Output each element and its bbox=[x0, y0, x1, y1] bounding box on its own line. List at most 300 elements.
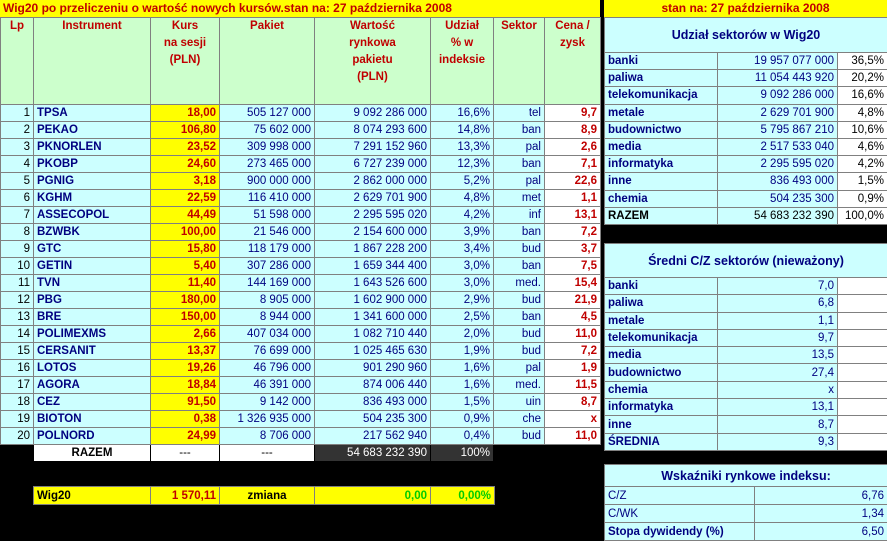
sector-pe-name[interactable]: metale bbox=[605, 312, 718, 329]
cell-name[interactable]: PEKAO bbox=[34, 122, 151, 139]
header-udzial[interactable] bbox=[431, 18, 494, 105]
cell-lp[interactable]: 2 bbox=[1, 122, 34, 139]
cell-udzial[interactable]: 5,2% bbox=[431, 173, 494, 190]
indicator-name[interactable]: Stopa dywidendy (%) bbox=[605, 523, 755, 541]
cell-cz[interactable]: 11,0 bbox=[545, 326, 601, 343]
cell-sektor[interactable]: pal bbox=[494, 360, 545, 377]
cell-name[interactable]: BRE bbox=[34, 309, 151, 326]
cell-cz[interactable]: 8,9 bbox=[545, 122, 601, 139]
sector-pe-value[interactable]: 13,5 bbox=[718, 347, 838, 364]
sector-percent[interactable]: 4,6% bbox=[838, 138, 887, 155]
cell-sektor[interactable]: inf bbox=[494, 207, 545, 224]
cell-cz[interactable]: 3,7 bbox=[545, 241, 601, 258]
cell-name[interactable]: PGNIG bbox=[34, 173, 151, 190]
sector-pe-title: Średni C/Z sektorów (nieważony) bbox=[605, 244, 887, 278]
cell-udzial[interactable]: 14,8% bbox=[431, 122, 494, 139]
sector-name[interactable]: telekomunikacja bbox=[605, 87, 718, 104]
cell-cz[interactable]: 13,1 bbox=[545, 207, 601, 224]
sector-percent[interactable]: 100,0% bbox=[838, 207, 887, 224]
sector-value[interactable]: 504 235 300 bbox=[718, 190, 838, 207]
cell-kurs[interactable]: 22,59 bbox=[151, 190, 220, 207]
header-udzial-line: Udział bbox=[434, 18, 490, 35]
sector-pe-value[interactable]: 1,1 bbox=[718, 312, 838, 329]
cell-lp[interactable]: 3 bbox=[1, 139, 34, 156]
table-row bbox=[1, 258, 601, 275]
cell-wartosc[interactable]: 836 493 000 bbox=[315, 394, 431, 411]
cell-lp[interactable]: 15 bbox=[1, 343, 34, 360]
cell-cz[interactable]: 11,0 bbox=[545, 428, 601, 445]
cell-kurs[interactable]: 106,80 bbox=[151, 122, 220, 139]
cell-pakiet[interactable]: 1 326 935 000 bbox=[220, 411, 315, 428]
sector-pe-name[interactable]: paliwa bbox=[605, 295, 718, 312]
header-kurs[interactable] bbox=[151, 18, 220, 105]
zmiana-percent[interactable]: 0,00% bbox=[431, 487, 495, 505]
table-row bbox=[1, 343, 601, 360]
sector-percent[interactable]: 10,6% bbox=[838, 121, 887, 138]
indicator-value[interactable]: 6,76 bbox=[755, 487, 887, 505]
cell-kurs[interactable]: 0,38 bbox=[151, 411, 220, 428]
cell-cz[interactable]: 11,5 bbox=[545, 377, 601, 394]
cell-kurs[interactable]: 2,66 bbox=[151, 326, 220, 343]
sector-value[interactable]: 5 795 867 210 bbox=[718, 121, 838, 138]
cell-wartosc[interactable]: 1 341 600 000 bbox=[315, 309, 431, 326]
cell-sektor[interactable]: med. bbox=[494, 377, 545, 394]
sector-pe-value[interactable]: 9,7 bbox=[718, 329, 838, 346]
cell-pakiet[interactable]: 76 699 000 bbox=[220, 343, 315, 360]
sector-pe-value[interactable]: 27,4 bbox=[718, 364, 838, 381]
cell-name[interactable]: BIOTON bbox=[34, 411, 151, 428]
sector-pe-empty[interactable] bbox=[838, 295, 887, 312]
sector-pe-row bbox=[605, 381, 887, 398]
cell-sektor[interactable]: pal bbox=[494, 173, 545, 190]
table-row bbox=[1, 105, 601, 122]
razem-row bbox=[1, 445, 601, 462]
table-row bbox=[1, 122, 601, 139]
cell-wartosc[interactable]: 217 562 940 bbox=[315, 428, 431, 445]
cell-udzial[interactable]: 16,6% bbox=[431, 105, 494, 122]
table-row bbox=[1, 309, 601, 326]
sector-pe-name[interactable]: ŚREDNIA bbox=[605, 433, 718, 450]
cell-name[interactable]: POLNORD bbox=[34, 428, 151, 445]
sector-pe-empty[interactable] bbox=[838, 399, 887, 416]
sector-pe-value[interactable]: 9,3 bbox=[718, 433, 838, 450]
cell-sektor[interactable]: met bbox=[494, 190, 545, 207]
sector-share-row bbox=[605, 104, 887, 121]
indicator-row bbox=[605, 505, 887, 523]
cell-kurs[interactable]: 18,84 bbox=[151, 377, 220, 394]
cell-kurs[interactable]: 150,00 bbox=[151, 309, 220, 326]
cell-sektor[interactable]: ban bbox=[494, 258, 545, 275]
cell-name[interactable]: TPSA bbox=[34, 105, 151, 122]
cell-sektor[interactable]: bud bbox=[494, 241, 545, 258]
razem-pakiet[interactable]: --- bbox=[220, 445, 315, 462]
table-row bbox=[1, 275, 601, 292]
cell-name[interactable]: AGORA bbox=[34, 377, 151, 394]
table-row bbox=[1, 156, 601, 173]
cell-udzial[interactable]: 3,4% bbox=[431, 241, 494, 258]
cell-wartosc[interactable]: 504 235 300 bbox=[315, 411, 431, 428]
cell-lp[interactable]: 16 bbox=[1, 360, 34, 377]
cell-kurs[interactable]: 19,26 bbox=[151, 360, 220, 377]
cell-wartosc[interactable]: 1 643 526 600 bbox=[315, 275, 431, 292]
cell-lp[interactable]: 1 bbox=[1, 105, 34, 122]
sector-pe-value[interactable]: x bbox=[718, 381, 838, 398]
cell-sektor[interactable]: bud bbox=[494, 326, 545, 343]
header-cena-zysk[interactable] bbox=[545, 18, 601, 105]
sector-pe-empty[interactable] bbox=[838, 312, 887, 329]
sector-name[interactable]: banki bbox=[605, 53, 718, 70]
cell-pakiet[interactable]: 8 944 000 bbox=[220, 309, 315, 326]
cell-kurs[interactable]: 23,52 bbox=[151, 139, 220, 156]
cell-name[interactable]: CERSANIT bbox=[34, 343, 151, 360]
cell-udzial[interactable]: 0,4% bbox=[431, 428, 494, 445]
cell-lp[interactable]: 10 bbox=[1, 258, 34, 275]
cell-sektor[interactable]: bud bbox=[494, 428, 545, 445]
cell-lp[interactable]: 17 bbox=[1, 377, 34, 394]
cell-lp[interactable]: 7 bbox=[1, 207, 34, 224]
cell-name[interactable]: BZWBK bbox=[34, 224, 151, 241]
cell-wartosc[interactable]: 901 290 960 bbox=[315, 360, 431, 377]
cell-udzial[interactable]: 13,3% bbox=[431, 139, 494, 156]
cell-cz[interactable]: 1,1 bbox=[545, 190, 601, 207]
cell-cz[interactable]: 8,7 bbox=[545, 394, 601, 411]
cell-sektor[interactable]: uin bbox=[494, 394, 545, 411]
sector-pe-empty[interactable] bbox=[838, 364, 887, 381]
table-row bbox=[1, 360, 601, 377]
cell-udzial[interactable]: 4,2% bbox=[431, 207, 494, 224]
cell-pakiet[interactable]: 51 598 000 bbox=[220, 207, 315, 224]
header-wartosc-line: (PLN) bbox=[318, 69, 427, 86]
header-kurs-line: na sesji bbox=[154, 35, 216, 52]
cell-lp[interactable]: 8 bbox=[1, 224, 34, 241]
sector-value[interactable]: 2 629 701 900 bbox=[718, 104, 838, 121]
cell-cz[interactable]: 7,2 bbox=[545, 343, 601, 360]
cell-sektor[interactable]: che bbox=[494, 411, 545, 428]
sector-share-row bbox=[605, 121, 887, 138]
cell-kurs[interactable]: 44,49 bbox=[151, 207, 220, 224]
razem-empty[interactable] bbox=[494, 445, 545, 462]
header-cena-line: zysk bbox=[548, 35, 597, 52]
cell-pakiet[interactable]: 8 905 000 bbox=[220, 292, 315, 309]
cell-cz[interactable]: 15,4 bbox=[545, 275, 601, 292]
sector-pe-row bbox=[605, 416, 887, 433]
table-row bbox=[1, 139, 601, 156]
cell-lp[interactable]: 5 bbox=[1, 173, 34, 190]
indicator-row bbox=[605, 523, 887, 541]
cell-wartosc[interactable]: 1 867 228 200 bbox=[315, 241, 431, 258]
indicator-name[interactable]: C/Z bbox=[605, 487, 755, 505]
cell-name[interactable]: LOTOS bbox=[34, 360, 151, 377]
cell-kurs[interactable]: 100,00 bbox=[151, 224, 220, 241]
cell-name[interactable]: ASSECOPOL bbox=[34, 207, 151, 224]
cell-wartosc[interactable]: 2 629 701 900 bbox=[315, 190, 431, 207]
sector-share-row bbox=[605, 138, 887, 155]
header-pakiet[interactable]: Pakiet bbox=[220, 18, 315, 105]
cell-lp[interactable]: 9 bbox=[1, 241, 34, 258]
cell-cz[interactable]: 7,1 bbox=[545, 156, 601, 173]
sector-pe-empty[interactable] bbox=[838, 329, 887, 346]
sector-pe-row bbox=[605, 433, 887, 450]
sector-name[interactable]: budownictwo bbox=[605, 121, 718, 138]
cell-name[interactable]: KGHM bbox=[34, 190, 151, 207]
cell-udzial[interactable]: 2,9% bbox=[431, 292, 494, 309]
cell-wartosc[interactable]: 2 154 600 000 bbox=[315, 224, 431, 241]
cell-kurs[interactable]: 180,00 bbox=[151, 292, 220, 309]
cell-wartosc[interactable]: 9 092 286 000 bbox=[315, 105, 431, 122]
wig20-table bbox=[0, 17, 601, 462]
sector-name[interactable]: media bbox=[605, 138, 718, 155]
cell-sektor[interactable]: med. bbox=[494, 275, 545, 292]
cell-sektor[interactable]: bud bbox=[494, 343, 545, 360]
cell-pakiet[interactable]: 8 706 000 bbox=[220, 428, 315, 445]
sector-pe-row bbox=[605, 364, 887, 381]
sector-pe-value[interactable]: 7,0 bbox=[718, 278, 838, 295]
sector-pe-row bbox=[605, 347, 887, 364]
sector-pe-value[interactable]: 6,8 bbox=[718, 295, 838, 312]
sector-name[interactable]: inne bbox=[605, 173, 718, 190]
cell-wartosc[interactable]: 1 602 900 000 bbox=[315, 292, 431, 309]
sector-share-row bbox=[605, 207, 887, 224]
sector-pe-row bbox=[605, 295, 887, 312]
sector-pe-empty[interactable] bbox=[838, 433, 887, 450]
cell-name[interactable]: PBG bbox=[34, 292, 151, 309]
sector-share-table bbox=[604, 17, 887, 225]
cell-kurs[interactable]: 3,18 bbox=[151, 173, 220, 190]
table-row bbox=[1, 428, 601, 445]
sector-pe-empty[interactable] bbox=[838, 381, 887, 398]
cell-name[interactable]: GETIN bbox=[34, 258, 151, 275]
cell-cz[interactable]: x bbox=[545, 411, 601, 428]
cell-pakiet[interactable]: 118 179 000 bbox=[220, 241, 315, 258]
cell-sektor[interactable]: ban bbox=[494, 122, 545, 139]
cell-udzial[interactable]: 1,5% bbox=[431, 394, 494, 411]
table-row bbox=[1, 241, 601, 258]
cell-kurs[interactable]: 5,40 bbox=[151, 258, 220, 275]
header-wartosc-line: rynkowa bbox=[318, 35, 427, 52]
cell-wartosc[interactable]: 1 659 344 400 bbox=[315, 258, 431, 275]
sector-pe-empty[interactable] bbox=[838, 416, 887, 433]
sector-share-row bbox=[605, 156, 887, 173]
zmiana-value[interactable]: 0,00 bbox=[315, 487, 431, 505]
sector-pe-name[interactable]: telekomunikacja bbox=[605, 329, 718, 346]
cell-udzial[interactable]: 3,9% bbox=[431, 224, 494, 241]
cell-name[interactable]: PKNORLEN bbox=[34, 139, 151, 156]
cell-pakiet[interactable]: 116 410 000 bbox=[220, 190, 315, 207]
sector-share-row bbox=[605, 53, 887, 70]
cell-name[interactable]: POLIMEXMS bbox=[34, 326, 151, 343]
cell-udzial[interactable]: 1,9% bbox=[431, 343, 494, 360]
wig20-label[interactable]: Wig20 bbox=[34, 487, 151, 505]
sector-name[interactable]: RAZEM bbox=[605, 207, 718, 224]
cell-sektor[interactable]: ban bbox=[494, 224, 545, 241]
table-row bbox=[1, 377, 601, 394]
razem-wartosc[interactable]: 54 683 232 390 bbox=[315, 445, 431, 462]
cell-wartosc[interactable]: 8 074 293 600 bbox=[315, 122, 431, 139]
header-udzial-line: indeksie bbox=[434, 52, 490, 69]
sector-pe-name[interactable]: inne bbox=[605, 416, 718, 433]
cell-lp[interactable]: 19 bbox=[1, 411, 34, 428]
header-wartosc-line: pakietu bbox=[318, 52, 427, 69]
table-row bbox=[1, 224, 601, 241]
cell-udzial[interactable]: 0,9% bbox=[431, 411, 494, 428]
cell-udzial[interactable]: 3,0% bbox=[431, 275, 494, 292]
sector-share-row bbox=[605, 70, 887, 87]
sector-pe-name[interactable]: banki bbox=[605, 278, 718, 295]
header-wartosc[interactable] bbox=[315, 18, 431, 105]
header-udzial-line: % w bbox=[434, 35, 490, 52]
sector-percent[interactable]: 0,9% bbox=[838, 190, 887, 207]
cell-name[interactable]: TVN bbox=[34, 275, 151, 292]
wig20-summary bbox=[33, 486, 495, 505]
sector-value[interactable]: 9 092 286 000 bbox=[718, 87, 838, 104]
sector-value[interactable]: 2 295 595 020 bbox=[718, 156, 838, 173]
sector-name[interactable]: metale bbox=[605, 104, 718, 121]
cell-udzial[interactable]: 3,0% bbox=[431, 258, 494, 275]
table-row bbox=[1, 207, 601, 224]
sector-pe-name[interactable]: budownictwo bbox=[605, 364, 718, 381]
header-sektor[interactable]: Sektor bbox=[494, 18, 545, 105]
sector-name[interactable]: chemia bbox=[605, 190, 718, 207]
cell-wartosc[interactable]: 6 727 239 000 bbox=[315, 156, 431, 173]
zmiana-label[interactable]: zmiana bbox=[220, 487, 315, 505]
sector-name[interactable]: informatyka bbox=[605, 156, 718, 173]
cell-pakiet[interactable]: 307 286 000 bbox=[220, 258, 315, 275]
table-row bbox=[1, 394, 601, 411]
cell-pakiet[interactable]: 21 546 000 bbox=[220, 224, 315, 241]
cell-kurs[interactable]: 18,00 bbox=[151, 105, 220, 122]
sector-value[interactable]: 19 957 077 000 bbox=[718, 53, 838, 70]
sector-pe-row bbox=[605, 399, 887, 416]
header-instrument[interactable]: Instrument bbox=[34, 18, 151, 105]
razem-udzial[interactable]: 100% bbox=[431, 445, 494, 462]
sector-percent[interactable]: 4,2% bbox=[838, 156, 887, 173]
sector-value[interactable]: 54 683 232 390 bbox=[718, 207, 838, 224]
cell-lp[interactable]: 6 bbox=[1, 190, 34, 207]
cell-sektor[interactable]: tel bbox=[494, 105, 545, 122]
market-indicators-table bbox=[604, 464, 887, 541]
cell-kurs[interactable]: 24,60 bbox=[151, 156, 220, 173]
cell-name[interactable]: GTC bbox=[34, 241, 151, 258]
cell-cz[interactable]: 9,7 bbox=[545, 105, 601, 122]
sector-percent[interactable]: 36,5% bbox=[838, 53, 887, 70]
cell-pakiet[interactable]: 144 169 000 bbox=[220, 275, 315, 292]
cell-kurs[interactable]: 15,80 bbox=[151, 241, 220, 258]
cell-kurs[interactable]: 11,40 bbox=[151, 275, 220, 292]
cell-lp[interactable]: 13 bbox=[1, 309, 34, 326]
sector-value[interactable]: 2 517 533 040 bbox=[718, 138, 838, 155]
sector-pe-table bbox=[604, 243, 887, 451]
sector-percent[interactable]: 1,5% bbox=[838, 173, 887, 190]
table-row bbox=[1, 190, 601, 207]
cell-lp[interactable]: 12 bbox=[1, 292, 34, 309]
sheet-title: Wig20 po przeliczeniu o wartość nowych kursów.stan na: 27 października 2008 bbox=[0, 0, 600, 17]
cell-kurs[interactable]: 24,99 bbox=[151, 428, 220, 445]
header-wartosc-line: Wartość bbox=[318, 18, 427, 35]
cell-lp[interactable]: 14 bbox=[1, 326, 34, 343]
cell-pakiet[interactable]: 407 034 000 bbox=[220, 326, 315, 343]
sector-name[interactable]: paliwa bbox=[605, 70, 718, 87]
sector-percent[interactable]: 4,8% bbox=[838, 104, 887, 121]
cell-name[interactable]: CEZ bbox=[34, 394, 151, 411]
cell-udzial[interactable]: 4,8% bbox=[431, 190, 494, 207]
sector-pe-value[interactable]: 8,7 bbox=[718, 416, 838, 433]
cell-pakiet[interactable]: 309 998 000 bbox=[220, 139, 315, 156]
cell-pakiet[interactable]: 900 000 000 bbox=[220, 173, 315, 190]
cell-wartosc[interactable]: 1 082 710 440 bbox=[315, 326, 431, 343]
razem-empty[interactable] bbox=[1, 445, 34, 462]
sector-pe-name[interactable]: media bbox=[605, 347, 718, 364]
razem-kurs[interactable]: --- bbox=[151, 445, 220, 462]
cell-udzial[interactable]: 1,6% bbox=[431, 360, 494, 377]
cell-cz[interactable]: 4,5 bbox=[545, 309, 601, 326]
cell-wartosc[interactable]: 7 291 152 960 bbox=[315, 139, 431, 156]
sector-value[interactable]: 11 054 443 920 bbox=[718, 70, 838, 87]
cell-cz[interactable]: 1,9 bbox=[545, 360, 601, 377]
cell-lp[interactable]: 4 bbox=[1, 156, 34, 173]
cell-cz[interactable]: 2,6 bbox=[545, 139, 601, 156]
cell-pakiet[interactable]: 46 391 000 bbox=[220, 377, 315, 394]
sector-share-row bbox=[605, 87, 887, 104]
cell-cz[interactable]: 7,5 bbox=[545, 258, 601, 275]
cell-cz[interactable]: 7,2 bbox=[545, 224, 601, 241]
cell-pakiet[interactable]: 273 465 000 bbox=[220, 156, 315, 173]
header-lp[interactable]: Lp bbox=[1, 18, 34, 105]
cell-pakiet[interactable]: 9 142 000 bbox=[220, 394, 315, 411]
sector-percent[interactable]: 20,2% bbox=[838, 70, 887, 87]
sector-pe-value[interactable]: 13,1 bbox=[718, 399, 838, 416]
cell-lp[interactable]: 18 bbox=[1, 394, 34, 411]
sector-share-row bbox=[605, 190, 887, 207]
cell-name[interactable]: PKOBP bbox=[34, 156, 151, 173]
cell-sektor[interactable]: pal bbox=[494, 139, 545, 156]
cell-wartosc[interactable]: 874 006 440 bbox=[315, 377, 431, 394]
cell-udzial[interactable]: 12,3% bbox=[431, 156, 494, 173]
cell-lp[interactable]: 11 bbox=[1, 275, 34, 292]
cell-sektor[interactable]: ban bbox=[494, 309, 545, 326]
cell-wartosc[interactable]: 2 862 000 000 bbox=[315, 173, 431, 190]
cell-cz[interactable]: 22,6 bbox=[545, 173, 601, 190]
sector-percent[interactable]: 16,6% bbox=[838, 87, 887, 104]
cell-udzial[interactable]: 2,0% bbox=[431, 326, 494, 343]
table-row bbox=[1, 326, 601, 343]
sector-pe-name[interactable]: chemia bbox=[605, 381, 718, 398]
cell-cz[interactable]: 21,9 bbox=[545, 292, 601, 309]
cell-kurs[interactable]: 91,50 bbox=[151, 394, 220, 411]
cell-pakiet[interactable]: 46 796 000 bbox=[220, 360, 315, 377]
cell-udzial[interactable]: 1,6% bbox=[431, 377, 494, 394]
table-row bbox=[1, 411, 601, 428]
cell-udzial[interactable]: 2,5% bbox=[431, 309, 494, 326]
sector-pe-empty[interactable] bbox=[838, 278, 887, 295]
cell-wartosc[interactable]: 1 025 465 630 bbox=[315, 343, 431, 360]
razem-label[interactable]: RAZEM bbox=[34, 445, 151, 462]
cell-lp[interactable]: 20 bbox=[1, 428, 34, 445]
cell-pakiet[interactable]: 75 602 000 bbox=[220, 122, 315, 139]
sector-pe-name[interactable]: informatyka bbox=[605, 399, 718, 416]
wig20-value[interactable]: 1 570,11 bbox=[151, 487, 220, 505]
indicator-name[interactable]: C/WK bbox=[605, 505, 755, 523]
cell-kurs[interactable]: 13,37 bbox=[151, 343, 220, 360]
cell-pakiet[interactable]: 505 127 000 bbox=[220, 105, 315, 122]
indicator-value[interactable]: 6,50 bbox=[755, 523, 887, 541]
indicator-value[interactable]: 1,34 bbox=[755, 505, 887, 523]
cell-sektor[interactable]: bud bbox=[494, 292, 545, 309]
sector-pe-empty[interactable] bbox=[838, 347, 887, 364]
sector-value[interactable]: 836 493 000 bbox=[718, 173, 838, 190]
cell-wartosc[interactable]: 2 295 595 020 bbox=[315, 207, 431, 224]
cell-sektor[interactable]: ban bbox=[494, 156, 545, 173]
razem-empty[interactable] bbox=[545, 445, 601, 462]
